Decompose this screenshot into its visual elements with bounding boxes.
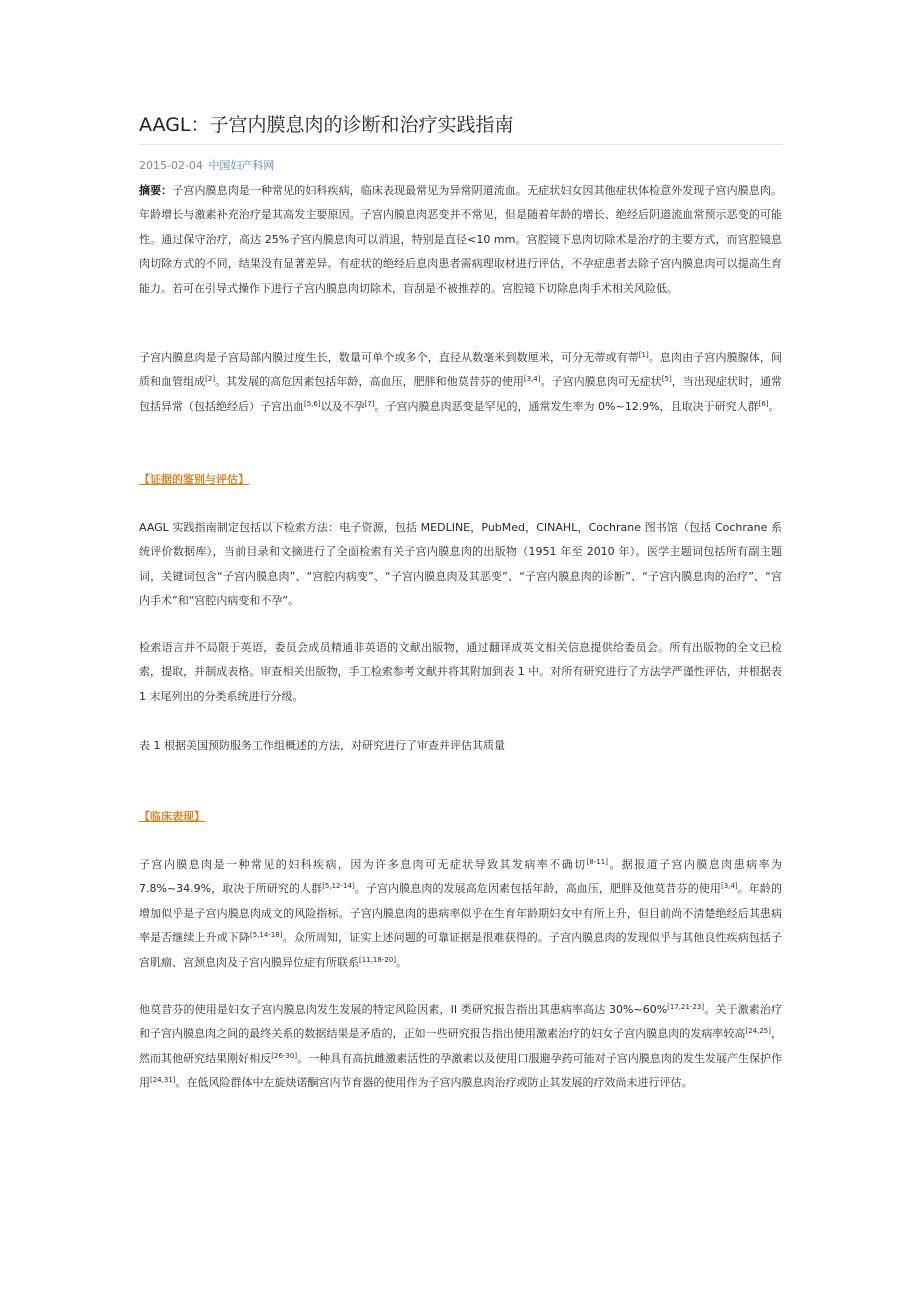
article-meta — [139, 158, 274, 174]
title-divider — [139, 144, 782, 145]
clinical-paragraph-2 — [139, 998, 782, 1096]
clinical-paragraph-1 — [139, 853, 782, 975]
intro-text: 。子宫内膜息肉恶变是罕见的，通常发生率为 0%~12.9%，且取决于研究人群 — [374, 399, 759, 413]
table-caption: 表 1 根据美国预防服务工作组概述的方法，对研究进行了审查并评估其质量 — [139, 739, 505, 752]
citation: [6] — [758, 399, 769, 408]
intro-paragraph — [139, 346, 782, 419]
citation: [24,31] — [150, 1076, 176, 1085]
citation: [3,4] — [721, 882, 738, 891]
abstract-paragraph — [139, 179, 782, 301]
citation: [5,12-14] — [322, 882, 355, 891]
body-text: 他莫昔芬的使用是妇女子宫内膜息肉发生发展的特定风险因素，II 类研究报告指出其患病率高达 30%~60% — [139, 1003, 668, 1016]
section-heading-clinical: 【临床表现】 — [139, 810, 205, 823]
body-text: ，然而其他研究结果刚好相反 — [139, 1027, 783, 1065]
citation: [24,25] — [745, 1027, 771, 1036]
citation: [7] — [364, 399, 375, 408]
language-paragraph: 检索语言并不局限于英语，委员会成员精通非英语的文献出版物，通过翻译成英文相关信息提供给委员会。所有出版物的全文已检索，提取，并制成表格。审查相关出版物，手工检索参考文献并将其附加到表 1 中。对所有研究进行了方法学严谨性评估，并根据表 1 末尾列出的分类系统进行分级。 — [139, 641, 782, 703]
citation: [3,4] — [523, 375, 541, 384]
body-text: 。年龄的增加似乎是子宫内膜息肉成文的风险指标。子宫内膜息肉的患病率似乎在生育年龄期妇女中有所上升，但目前尚不清楚绝经后其患病率是否继续上升或下降 — [139, 882, 783, 945]
body-text: 。众所周知，证实上述问题的可靠证据是很难获得的。子宫内膜息肉的发现似乎与其他良性疾病包括子宫肌瘤、宫颈息肉及子宫内膜异位症有所联系 — [139, 931, 783, 969]
body-text: 。关于激素治疗和子宫内膜息肉之间的最终关系的数据结果是矛盾的，正如一些研究报告指出使用激素治疗的妇女子宫内膜息肉的发病率较高 — [139, 1003, 782, 1041]
abstract-label: 摘要： — [139, 184, 173, 197]
citation: [17,21-23] — [667, 1003, 705, 1011]
methods-paragraph: AAGL 实践指南制定包括以下检索方法：电子资源，包括 MEDLINE，PubMed，CINAHL，Cochrane 图书馆（包括 Cochrane 系统评价数据库），当前目录和文摘进行了全面检索有关子宫内膜息肉的出版物（1951 年至 2010 年）。医学主题词包括所有副主题词，关键词包含“子宫内膜息肉”、“宫腔内病变”、“子宫内膜息肉及其恶变”、“子宫内膜息肉的诊断”、“子宫内膜息肉的治疗”、“宫内手术”和“宫腔内病变和不孕”。 — [139, 521, 782, 608]
intro-text: 子宫内膜息肉是子宫局部内膜过度生长，数量可单个或多个，直径从数毫米到数厘米，可分无蒂或有蒂 — [139, 351, 639, 364]
intro-text: 以及不孕 — [320, 399, 365, 413]
citation: [1] — [638, 351, 649, 359]
intro-text: 。 — [768, 399, 780, 413]
intro-text: ，当出现症状时，通常包括异常（包括绝经后）子宫出血 — [139, 375, 783, 413]
body-text: 。据报道子宫内膜息肉患病率为 7.8%~34.9%，取决于所研究的人群 — [139, 858, 782, 896]
intro-text: 。息肉由子宫内膜腺体，间质和血管组成 — [139, 351, 782, 389]
citation: [8-11] — [586, 858, 608, 866]
section-heading-evidence: 【证据的鉴别与评估】 — [139, 473, 249, 486]
abstract-text: 子宫内膜息肉是一种常见的妇科疾病，临床表现最常见为异常阴道流血。无症状妇女因其他症状体检意外发现子宫内膜息肉。年龄增长与激素补充治疗是其高发主要原因。子宫内膜息肉恶变并不常见，但是随着年龄的增长、绝经后阴道流血常预示恶变的可能性。通过保守治疗，高达 25%子宫内膜息肉可以消退，特别是直径<10 mm。宫腔镜下息肉切除术是治疗的主要方式，而宫腔镜息肉切除方式的不同，结果没有显著差异。有症状的绝经后息肉患者需病理取材进行评估，不孕症患者去除子宫内膜息肉可以提高生育能力。若可在引导式操作下进行子宫内膜息肉切除术，盲刮是不被推荐的。宫腔镜下切除息肉手术相关风险低。 — [139, 184, 782, 295]
citation: [5,6] — [304, 399, 321, 408]
body-text: 子宫内膜息肉是一种常见的妇科疾病，因为许多息肉可无症状导致其发病率不确切 — [139, 858, 587, 871]
citation: [2] — [205, 375, 216, 384]
article-title: AAGL：子宫内膜息肉的诊断和治疗实践指南 — [139, 114, 514, 136]
body-text: 。在低风险群体中左旋炔诺酮宫内节育器的使用作为子宫内膜息肉治疗或防止其发展的疗效尚未进行评估。 — [175, 1076, 693, 1090]
body-text: 。子宫内膜息肉的发展高危因素包括年龄，高血压，肥胖及他莫昔芬的使用 — [354, 882, 721, 896]
publish-date: 2015-02-04 — [139, 159, 203, 172]
citation: [5] — [661, 375, 672, 384]
citation: [26-30] — [271, 1051, 298, 1060]
body-text: 。一种具有高抗雌激素活性的孕激素以及使用口服避孕药可能对子宫内膜息肉的发生发展产生保护作用 — [139, 1051, 783, 1090]
citation: [5,14-18] — [250, 931, 283, 940]
citation: [11,18-20] — [359, 955, 396, 964]
intro-text: 。其发展的高危因素包括年龄，高血压，肥胖和他莫昔芬的使用 — [215, 375, 524, 389]
source-link[interactable]: 中国妇产科网 — [208, 159, 275, 172]
intro-text: 。子宫内膜息肉可无症状 — [540, 375, 662, 389]
body-text: 。 — [395, 955, 407, 969]
